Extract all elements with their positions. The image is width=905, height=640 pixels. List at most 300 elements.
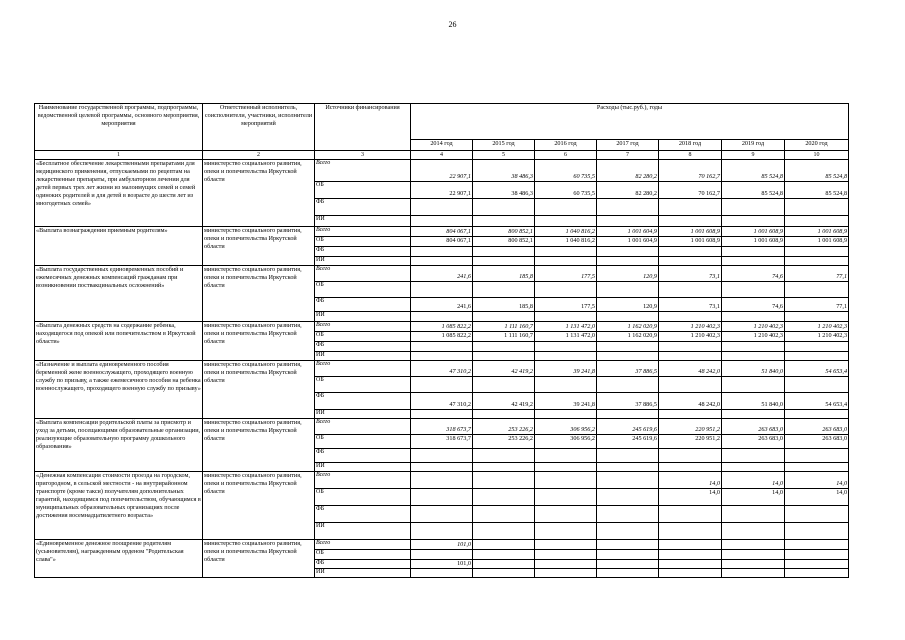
amount-cell: 22 907,1: [411, 182, 473, 199]
amount-cell: 800 852,1: [473, 227, 535, 237]
amount-cell: [785, 199, 849, 216]
amount-cell: 120,9: [597, 298, 659, 312]
amount-cell: [411, 472, 473, 489]
amount-cell: [722, 560, 785, 569]
amount-cell: [785, 560, 849, 569]
amount-cell: [411, 312, 473, 322]
activity-executor: министерство социального развития, опеки и попечительства Иркутской области: [203, 266, 315, 322]
funding-source: ИИ: [315, 216, 411, 227]
amount-cell: [659, 506, 722, 523]
amount-cell: [659, 247, 722, 257]
activity-name: «Назначение и выплата единовременного пособия беременной жене военнослужащего, проходящего военную службу по призыву, а также ежемесячного пособия на ребенка военнослужащего, проходящего военную службу по призыву»: [35, 361, 203, 419]
activity-executor: министерство социального развития, опеки и попечительства Иркутской области: [203, 160, 315, 227]
activity-executor: министерство социального развития, опеки и попечительства Иркутской области: [203, 540, 315, 578]
amount-cell: [535, 257, 597, 266]
amount-cell: 85 524,8: [785, 160, 849, 182]
amount-cell: [722, 247, 785, 257]
activity-name: «Бесплатное обеспечение лекарственными препаратами для медицинского применения, отпускаемыми по рецептам на лекарственные препараты, при амбулаторном лечении для детей первых трех лет жизни из малоимущих семей и семей одиноких родителей и для детей в возрасте до шести лет из многодетных семей»: [35, 160, 203, 227]
amount-cell: [473, 247, 535, 257]
amount-cell: [597, 312, 659, 322]
amount-cell: [722, 410, 785, 419]
amount-cell: [722, 199, 785, 216]
activity-name: «Единовременное денежное поощрение родителям (усыновителям), награжденным орденом "Родительская слава"»: [35, 540, 203, 578]
header-year: 2016 год: [535, 140, 597, 151]
amount-cell: [411, 506, 473, 523]
amount-cell: [722, 449, 785, 463]
amount-cell: [722, 342, 785, 352]
amount-cell: [597, 489, 659, 506]
amount-cell: 73,1: [659, 266, 722, 282]
amount-cell: 177,5: [535, 266, 597, 282]
amount-cell: [473, 489, 535, 506]
amount-cell: 253 226,2: [473, 435, 535, 449]
amount-cell: [722, 550, 785, 560]
amount-cell: 60 735,5: [535, 182, 597, 199]
amount-cell: [785, 463, 849, 472]
column-number: 5: [473, 151, 535, 160]
amount-cell: [722, 523, 785, 540]
amount-cell: [473, 560, 535, 569]
funding-source: ОБ: [315, 435, 411, 449]
funding-source: ФБ: [315, 247, 411, 257]
amount-cell: 1 210 402,3: [722, 332, 785, 342]
amount-cell: 74,6: [722, 266, 785, 282]
funding-source: ОБ: [315, 237, 411, 247]
amount-cell: 1 001 608,9: [785, 237, 849, 247]
amount-cell: 1 111 160,7: [473, 322, 535, 332]
header-year: 2015 год: [473, 140, 535, 151]
amount-cell: [411, 247, 473, 257]
funding-source: ФБ: [315, 506, 411, 523]
amount-cell: 318 673,7: [411, 435, 473, 449]
header-source: Источники финансирования: [315, 104, 411, 151]
amount-cell: [411, 550, 473, 560]
page-number: 26: [448, 20, 457, 29]
amount-cell: 14,0: [722, 489, 785, 506]
funding-source: Всего: [315, 322, 411, 332]
column-number: 1: [35, 151, 203, 160]
table-row: [35, 540, 849, 550]
amount-cell: 14,0: [785, 489, 849, 506]
amount-cell: [473, 199, 535, 216]
amount-cell: [785, 247, 849, 257]
amount-cell: [473, 377, 535, 393]
amount-cell: 54 653,4: [785, 361, 849, 377]
amount-cell: [535, 352, 597, 361]
amount-cell: [473, 463, 535, 472]
amount-cell: [535, 342, 597, 352]
amount-cell: [722, 312, 785, 322]
amount-cell: [411, 352, 473, 361]
amount-cell: 101,0: [411, 560, 473, 569]
funding-source: ФБ: [315, 298, 411, 312]
amount-cell: [535, 216, 597, 227]
amount-cell: [785, 312, 849, 322]
amount-cell: [597, 377, 659, 393]
amount-cell: [785, 352, 849, 361]
header-expenses: Расходы (тыс.руб.), годы: [411, 104, 849, 140]
funding-source: ОБ: [315, 489, 411, 506]
activity-executor: министерство социального развития, опеки и попечительства Иркутской области: [203, 322, 315, 361]
amount-cell: 85 524,8: [722, 160, 785, 182]
amount-cell: [785, 410, 849, 419]
amount-cell: [473, 282, 535, 298]
amount-cell: 306 956,2: [535, 419, 597, 435]
amount-cell: [411, 489, 473, 506]
amount-cell: [722, 257, 785, 266]
amount-cell: [535, 489, 597, 506]
amount-cell: [535, 247, 597, 257]
amount-cell: 39 241,8: [535, 361, 597, 377]
amount-cell: [659, 569, 722, 578]
amount-cell: 51 840,0: [722, 393, 785, 410]
header-executor: Ответственный исполнитель, соисполнители, участники, исполнители мероприятий: [203, 104, 315, 151]
amount-cell: 1 085 822,2: [411, 322, 473, 332]
amount-cell: [722, 463, 785, 472]
activity-executor: министерство социального развития, опеки и попечительства Иркутской области: [203, 227, 315, 266]
amount-cell: [473, 342, 535, 352]
amount-cell: 245 619,6: [597, 419, 659, 435]
amount-cell: 1 210 402,3: [722, 322, 785, 332]
amount-cell: [597, 199, 659, 216]
amount-cell: [659, 257, 722, 266]
amount-cell: 185,8: [473, 266, 535, 282]
amount-cell: [722, 506, 785, 523]
amount-cell: [411, 282, 473, 298]
amount-cell: 101,0: [411, 540, 473, 550]
amount-cell: 120,9: [597, 266, 659, 282]
amount-cell: [722, 377, 785, 393]
financing-table: [34, 103, 849, 578]
amount-cell: 14,0: [659, 489, 722, 506]
amount-cell: 42 419,2: [473, 361, 535, 377]
amount-cell: 245 619,6: [597, 435, 659, 449]
funding-source: Всего: [315, 472, 411, 489]
amount-cell: [597, 257, 659, 266]
amount-cell: 220 951,2: [659, 419, 722, 435]
amount-cell: [411, 569, 473, 578]
amount-cell: [722, 352, 785, 361]
amount-cell: [659, 463, 722, 472]
table-row: [35, 227, 849, 237]
amount-cell: [535, 410, 597, 419]
activity-name: «Выплата вознаграждения приемным родителям»: [35, 227, 203, 266]
amount-cell: 70 162,7: [659, 182, 722, 199]
amount-cell: [411, 199, 473, 216]
table-row: [35, 361, 849, 377]
amount-cell: 306 956,2: [535, 435, 597, 449]
table-row: [35, 472, 849, 489]
amount-cell: 77,1: [785, 266, 849, 282]
amount-cell: 73,1: [659, 298, 722, 312]
amount-cell: [597, 216, 659, 227]
funding-source: Всего: [315, 419, 411, 435]
amount-cell: [785, 540, 849, 550]
amount-cell: [659, 449, 722, 463]
amount-cell: [473, 312, 535, 322]
amount-cell: 82 280,2: [597, 160, 659, 182]
amount-cell: 1 111 160,7: [473, 332, 535, 342]
amount-cell: 1 131 472,0: [535, 332, 597, 342]
activity-name: «Выплата денежных средств на содержание ребенка, находящегося под опекой или попечительством в Иркутской области»: [35, 322, 203, 361]
amount-cell: [785, 550, 849, 560]
amount-cell: [473, 257, 535, 266]
column-number: 4: [411, 151, 473, 160]
activity-name: «Выплата компенсации родительской платы за присмотр и уход за детьми, посещающими образовательные организации, реализующие образовательную программу дошкольного образования»: [35, 419, 203, 472]
amount-cell: 1 001 604,9: [597, 227, 659, 237]
amount-cell: [535, 199, 597, 216]
amount-cell: [597, 449, 659, 463]
funding-source: Всего: [315, 266, 411, 282]
amount-cell: 804 067,1: [411, 227, 473, 237]
amount-cell: 85 524,8: [785, 182, 849, 199]
amount-cell: 77,1: [785, 298, 849, 312]
amount-cell: [473, 569, 535, 578]
amount-cell: [535, 449, 597, 463]
amount-cell: [659, 377, 722, 393]
amount-cell: [535, 472, 597, 489]
table-row: [35, 266, 849, 282]
column-number: 10: [785, 151, 849, 160]
amount-cell: 241,6: [411, 266, 473, 282]
column-number: 8: [659, 151, 722, 160]
column-number: 9: [722, 151, 785, 160]
amount-cell: [597, 560, 659, 569]
amount-cell: 70 162,7: [659, 160, 722, 182]
amount-cell: [411, 523, 473, 540]
funding-source: ФБ: [315, 393, 411, 410]
amount-cell: [597, 463, 659, 472]
amount-cell: 1 040 816,2: [535, 227, 597, 237]
amount-cell: 263 683,0: [722, 435, 785, 449]
amount-cell: [659, 410, 722, 419]
table-row: [35, 160, 849, 182]
funding-source: ИИ: [315, 410, 411, 419]
column-number: 3: [315, 151, 411, 160]
amount-cell: 1 131 472,0: [535, 322, 597, 332]
amount-cell: [785, 523, 849, 540]
amount-cell: [785, 377, 849, 393]
amount-cell: 263 683,0: [722, 419, 785, 435]
amount-cell: 22 907,1: [411, 160, 473, 182]
amount-cell: 1 040 816,2: [535, 237, 597, 247]
amount-cell: [785, 506, 849, 523]
amount-cell: [597, 472, 659, 489]
amount-cell: [535, 550, 597, 560]
funding-source: ФБ: [315, 560, 411, 569]
amount-cell: [659, 523, 722, 540]
amount-cell: [473, 472, 535, 489]
amount-cell: [411, 410, 473, 419]
activity-executor: министерство социального развития, опеки и попечительства Иркутской области: [203, 361, 315, 419]
amount-cell: [722, 540, 785, 550]
amount-cell: [722, 216, 785, 227]
amount-cell: [597, 352, 659, 361]
table-row: [35, 419, 849, 435]
funding-source: ФБ: [315, 199, 411, 216]
funding-source: Всего: [315, 227, 411, 237]
amount-cell: [722, 282, 785, 298]
header-name: Наименование государственной программы, подпрограммы, ведомственной целевой программы, основного мероприятия, мероприятия: [35, 104, 203, 151]
header-year: 2020 год: [785, 140, 849, 151]
amount-cell: 1 001 608,9: [722, 237, 785, 247]
funding-source: ФБ: [315, 342, 411, 352]
amount-cell: 14,0: [722, 472, 785, 489]
amount-cell: 253 226,2: [473, 419, 535, 435]
amount-cell: 1 001 608,9: [785, 227, 849, 237]
amount-cell: 263 683,0: [785, 419, 849, 435]
amount-cell: 263 683,0: [785, 435, 849, 449]
funding-source: ОБ: [315, 377, 411, 393]
amount-cell: [785, 282, 849, 298]
amount-cell: 1 210 402,3: [659, 322, 722, 332]
amount-cell: 220 951,2: [659, 435, 722, 449]
header-year: 2014 год: [411, 140, 473, 151]
amount-cell: [473, 506, 535, 523]
funding-source: ИИ: [315, 569, 411, 578]
amount-cell: [659, 550, 722, 560]
amount-cell: 1 210 402,3: [785, 322, 849, 332]
funding-source: ОБ: [315, 182, 411, 199]
amount-cell: [597, 569, 659, 578]
amount-cell: [535, 506, 597, 523]
amount-cell: [473, 449, 535, 463]
amount-cell: [785, 257, 849, 266]
amount-cell: [473, 216, 535, 227]
amount-cell: 74,6: [722, 298, 785, 312]
amount-cell: [597, 523, 659, 540]
amount-cell: 1 210 402,3: [785, 332, 849, 342]
amount-cell: 800 852,1: [473, 237, 535, 247]
amount-cell: [411, 257, 473, 266]
amount-cell: [659, 342, 722, 352]
header-year: 2018 год: [659, 140, 722, 151]
amount-cell: [473, 523, 535, 540]
amount-cell: 85 524,8: [722, 182, 785, 199]
amount-cell: 1 085 822,2: [411, 332, 473, 342]
amount-cell: [659, 352, 722, 361]
amount-cell: 47 310,2: [411, 361, 473, 377]
funding-source: ФБ: [315, 449, 411, 463]
column-number: 6: [535, 151, 597, 160]
amount-cell: 60 735,5: [535, 160, 597, 182]
amount-cell: [535, 377, 597, 393]
amount-cell: [597, 550, 659, 560]
amount-cell: 48 242,0: [659, 393, 722, 410]
amount-cell: 1 001 608,9: [659, 227, 722, 237]
amount-cell: [411, 342, 473, 352]
amount-cell: 37 886,5: [597, 361, 659, 377]
activity-executor: министерство социального развития, опеки и попечительства Иркутской области: [203, 472, 315, 540]
funding-source: Всего: [315, 160, 411, 182]
funding-source: ИИ: [315, 523, 411, 540]
amount-cell: [597, 342, 659, 352]
table-body: [35, 160, 849, 578]
amount-cell: [597, 540, 659, 550]
amount-cell: [535, 282, 597, 298]
amount-cell: [597, 410, 659, 419]
amount-cell: [722, 569, 785, 578]
header-year: 2019 год: [722, 140, 785, 151]
amount-cell: 42 419,2: [473, 393, 535, 410]
amount-cell: 39 241,8: [535, 393, 597, 410]
amount-cell: [785, 216, 849, 227]
activity-name: «Выплата государственных единовременных пособий и ежемесячных денежных компенсаций гражданам при возникновении поствакцинальных осложнений»: [35, 266, 203, 322]
header-year: 2017 год: [597, 140, 659, 151]
amount-cell: [659, 540, 722, 550]
amount-cell: [535, 312, 597, 322]
amount-cell: 14,0: [785, 472, 849, 489]
funding-source: ОБ: [315, 282, 411, 298]
funding-source: ИИ: [315, 463, 411, 472]
amount-cell: 804 067,1: [411, 237, 473, 247]
amount-cell: [411, 377, 473, 393]
amount-cell: [535, 569, 597, 578]
amount-cell: [659, 282, 722, 298]
funding-source: ОБ: [315, 332, 411, 342]
amount-cell: [473, 410, 535, 419]
amount-cell: [535, 523, 597, 540]
amount-cell: [785, 449, 849, 463]
amount-cell: 177,5: [535, 298, 597, 312]
amount-cell: 54 653,4: [785, 393, 849, 410]
amount-cell: 241,6: [411, 298, 473, 312]
amount-cell: [411, 216, 473, 227]
amount-cell: 1 210 402,3: [659, 332, 722, 342]
amount-cell: 82 280,2: [597, 182, 659, 199]
activity-executor: министерство социального развития, опеки и попечительства Иркутской области: [203, 419, 315, 472]
amount-cell: [535, 560, 597, 569]
funding-source: ОБ: [315, 550, 411, 560]
amount-cell: [473, 352, 535, 361]
amount-cell: [535, 540, 597, 550]
amount-cell: [473, 550, 535, 560]
activity-name: «Денежная компенсация стоимости проезда на городском, пригородном, в сельской местности - на внутрирайонном транспорте (кроме такси) получателям дополнительных гарантий, находящимся под попечительством, обучающимся в муниципальных образовательных организациях после достижения восемнадцатилетнего возраста»: [35, 472, 203, 540]
amount-cell: 51 840,0: [722, 361, 785, 377]
amount-cell: [473, 540, 535, 550]
table-row: [35, 322, 849, 332]
column-number: 2: [203, 151, 315, 160]
amount-cell: 1 001 608,9: [659, 237, 722, 247]
funding-source: Всего: [315, 361, 411, 377]
amount-cell: 38 486,3: [473, 160, 535, 182]
funding-source: ИИ: [315, 352, 411, 361]
amount-cell: [659, 199, 722, 216]
amount-cell: [411, 463, 473, 472]
funding-source: ИИ: [315, 257, 411, 266]
amount-cell: [597, 247, 659, 257]
amount-cell: 185,8: [473, 298, 535, 312]
amount-cell: 1 162 020,9: [597, 322, 659, 332]
amount-cell: 38 486,3: [473, 182, 535, 199]
amount-cell: 1 001 604,9: [597, 237, 659, 247]
amount-cell: 47 310,2: [411, 393, 473, 410]
amount-cell: 48 242,0: [659, 361, 722, 377]
amount-cell: 318 673,7: [411, 419, 473, 435]
amount-cell: 37 886,5: [597, 393, 659, 410]
funding-source: Всего: [315, 540, 411, 550]
amount-cell: 1 001 608,9: [722, 227, 785, 237]
amount-cell: 1 162 020,9: [597, 332, 659, 342]
amount-cell: [535, 463, 597, 472]
amount-cell: [659, 560, 722, 569]
amount-cell: [597, 506, 659, 523]
amount-cell: [785, 342, 849, 352]
amount-cell: [597, 282, 659, 298]
column-number: 7: [597, 151, 659, 160]
amount-cell: [659, 216, 722, 227]
amount-cell: [411, 449, 473, 463]
